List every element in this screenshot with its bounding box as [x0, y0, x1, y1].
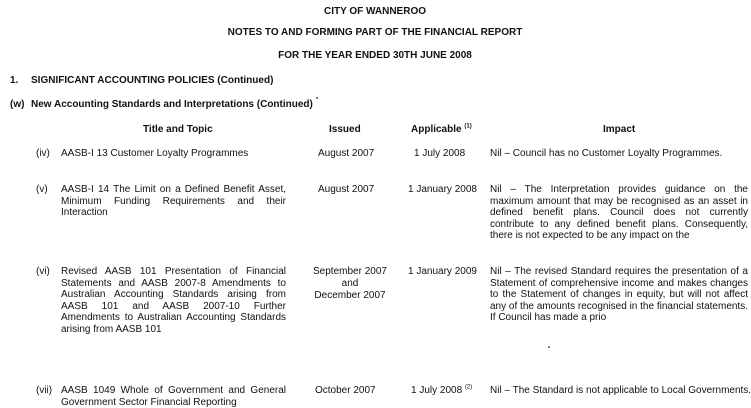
scan-speck: [316, 97, 318, 99]
row-impact: Nil – The Standard is not applicable to Local Governments.: [490, 385, 751, 396]
row-issued-line2: December 2007: [314, 290, 386, 301]
row-title: Revised AASB 101 Presentation of Financial Statements and AASB 2007-8 Amendments to Australian Accounting Standards arising from AASB 101 and AASB 2007-10 Further Amendments to Australian Accounting Standards arising from AASB 101: [61, 266, 286, 335]
section-title: SIGNIFICANT ACCOUNTING POLICIES (Continued): [31, 75, 274, 86]
footnote-marker: (2): [464, 384, 473, 391]
row-title: AASB-I 13 Customer Loyalty Programmes: [61, 148, 249, 159]
row-number: (iv): [36, 148, 50, 159]
row-impact: Nil – The Interpretation provides guidance on the maximum amount that may be recognised as an asset in defined benefit plans. Council does not currently contribute to any defined benefit plans. Consequently, there is not expected to be any impact on the: [490, 184, 748, 241]
row-issued: August 2007: [318, 184, 375, 195]
row-number: (vii): [36, 385, 53, 396]
row-issued: August 2007: [318, 148, 375, 159]
row-applicable: 1 July 2008 $^{(2)}$: [411, 384, 473, 396]
column-header-issued: Issued: [329, 124, 361, 135]
row-applicable: 1 January 2008: [408, 184, 477, 195]
row-impact: Nil – The revised Standard requires the presentation of a Statement of comprehensive income and makes changes to the Statement of changes in equity, but will not affect any of the amounts recognised in the financial statements. If Council has made a prio: [490, 266, 748, 323]
row-issued-line1: September 2007: [313, 266, 387, 277]
column-header-applicable: Applicable $^{(1)}$: [411, 123, 472, 135]
document-org-title: CITY OF WANNEROO: [323, 6, 427, 17]
footnote-marker: (1): [464, 123, 472, 130]
row-number: (vi): [36, 266, 50, 277]
document-period: FOR THE YEAR ENDED 30TH JUNE 2008: [278, 50, 472, 61]
row-title: AASB-I 14 The Limit on a Defined Benefit Asset, Minimum Funding Requirements and their Interaction: [61, 184, 286, 218]
row-applicable: 1 July 2008: [414, 148, 466, 159]
column-header-impact: Impact: [603, 124, 636, 135]
subsection-title: New Accounting Standards and Interpretations (Continued): [31, 99, 313, 110]
row-title: AASB 1049 Whole of Government and General Government Sector Financial Reporting: [61, 385, 286, 408]
row-issued-and: and: [341, 278, 359, 289]
row-number: (v): [36, 184, 48, 195]
row-applicable: 1 January 2009: [408, 266, 477, 277]
document-subtitle: NOTES TO AND FORMING PART OF THE FINANCIAL REPORT: [227, 27, 523, 38]
scan-speck: [548, 346, 550, 348]
row-issued: October 2007: [315, 385, 376, 396]
row-impact: Nil – Council has no Customer Loyalty Programmes.: [490, 148, 723, 159]
subsection-label: (w): [10, 99, 25, 110]
column-header-title: Title and Topic: [143, 124, 213, 135]
section-number: 1.: [10, 75, 19, 86]
